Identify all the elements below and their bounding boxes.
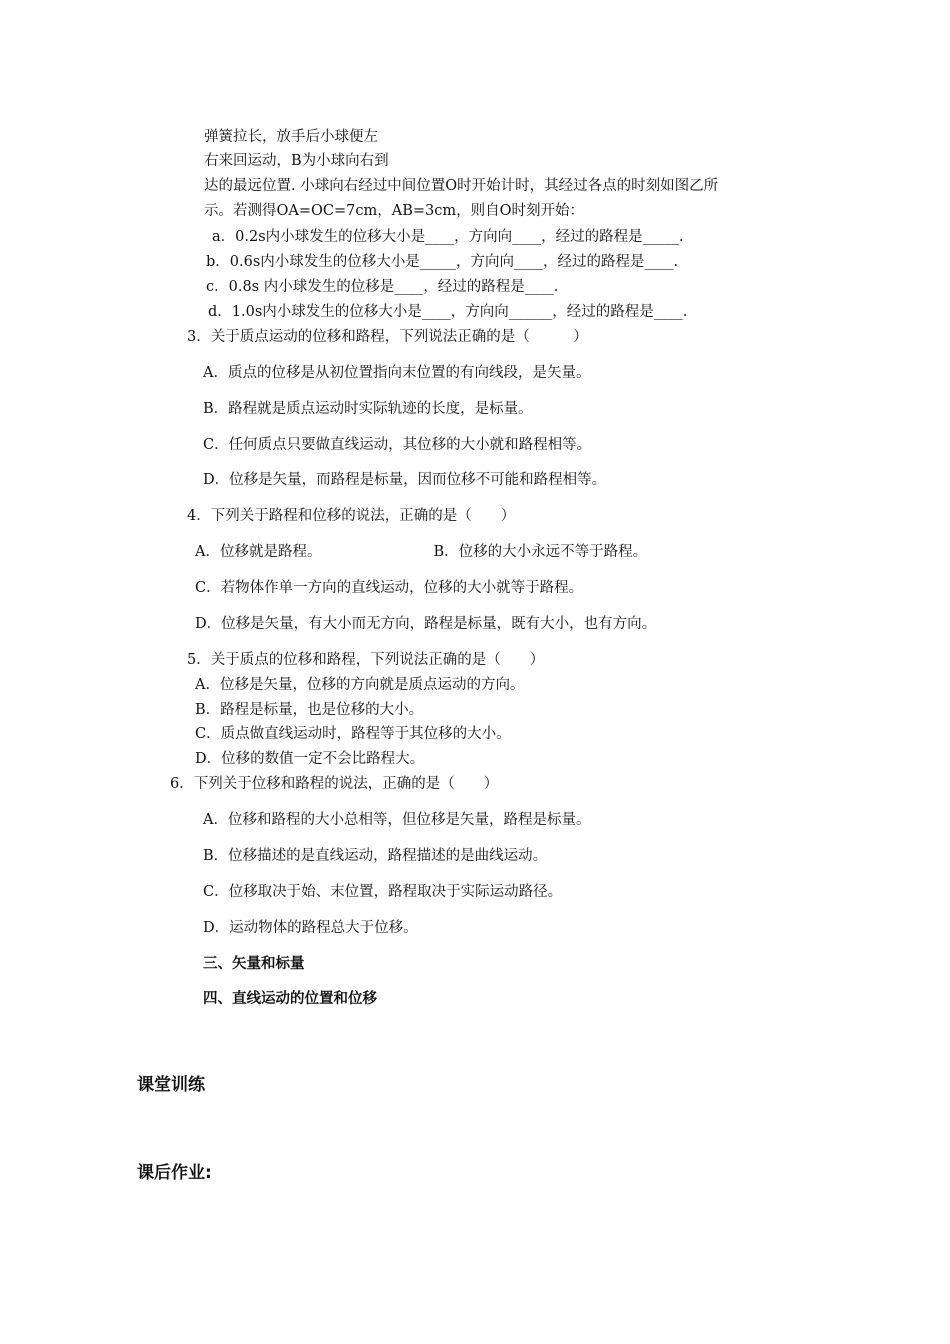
question-4-option-a: A．位移就是路程。 [195, 544, 322, 560]
question-6-option-d: D．运动物体的路程总大于位移。 [203, 920, 418, 936]
question-3-stem: 3．关于质点运动的位移和路程，下列说法正确的是（ ） [187, 329, 588, 345]
subquestion-b: b．0.6s内小球发生的位移大小是_____，方向向____，经过的路程是____. [206, 254, 679, 270]
question-3-option-c: C．任何质点只要做直线运动，其位移的大小就和路程相等。 [203, 437, 592, 453]
intro-line-2: 右来回运动，B为小球向右到 [204, 153, 389, 169]
section-heading-homework: 课后作业: [137, 1163, 212, 1183]
section-heading-vectors: 三、矢量和标量 [203, 956, 305, 972]
subquestion-d: d．1.0s内小球发生的位移大小是____，方向向______，经过的路程是____. [208, 304, 688, 320]
question-4-stem: 4．下列关于路程和位移的说法，正确的是（ ） [187, 508, 516, 524]
question-6-stem: 6．下列关于位移和路程的说法，正确的是（ ） [170, 776, 499, 792]
question-5-stem: 5．关于质点的位移和路程，下列说法正确的是（ ） [187, 652, 545, 668]
question-4-option-b: B．位移的大小永远不等于路程。 [433, 544, 648, 560]
question-6-option-c: C．位移取决于始、末位置，路程取决于实际运动路径。 [203, 884, 563, 900]
question-3-option-b: B．路程就是质点运动时实际轨迹的长度，是标量。 [203, 401, 533, 417]
section-heading-linear-motion: 四、直线运动的位置和位移 [203, 991, 377, 1007]
question-4-option-d: D．位移是矢量，有大小而无方向，路程是标量，既有大小，也有方向。 [195, 616, 657, 632]
question-3-option-a: A．质点的位移是从初位置指向末位置的有向线段，是矢量。 [203, 365, 591, 381]
question-4-options-ab [195, 542, 647, 562]
intro-line-1: 弹簧拉长，放手后小球便左 [204, 129, 378, 145]
question-4-option-c: C．若物体作单一方向的直线运动，位移的大小就等于路程。 [195, 580, 584, 596]
subquestion-a: a．0.2s内小球发生的位移大小是____，方向向____，经过的路程是_____. [212, 229, 684, 245]
question-5-option-d: D．位移的数值一定不会比路程大。 [195, 751, 425, 767]
intro-line-3: 达的最远位置. 小球向右经过中间位置O时开始计时，其经过各点的时刻如图乙所 [204, 178, 719, 194]
question-6-option-a: A．位移和路程的大小总相等，但位移是矢量，路程是标量。 [203, 812, 591, 828]
intro-line-4: 示。若测得OA=OC=7cm，AB=3cm，则自O时刻开始： [204, 203, 584, 219]
subquestion-c: c．0.8s 内小球发生的位移是____，经过的路程是____. [206, 279, 559, 295]
question-3-option-d: D．位移是矢量，而路程是标量，因而位移不可能和路程相等。 [203, 472, 607, 488]
question-5-option-b: B．路程是标量，也是位移的大小。 [195, 702, 424, 718]
section-heading-classwork: 课堂训练 [137, 1075, 205, 1095]
question-6-option-b: B．位移描述的是直线运动，路程描述的是曲线运动。 [203, 848, 548, 864]
question-5-option-c: C．质点做直线运动时，路程等于其位移的大小。 [195, 726, 511, 742]
question-5-option-a: A．位移是矢量，位移的方向就是质点运动的方向。 [195, 677, 525, 693]
